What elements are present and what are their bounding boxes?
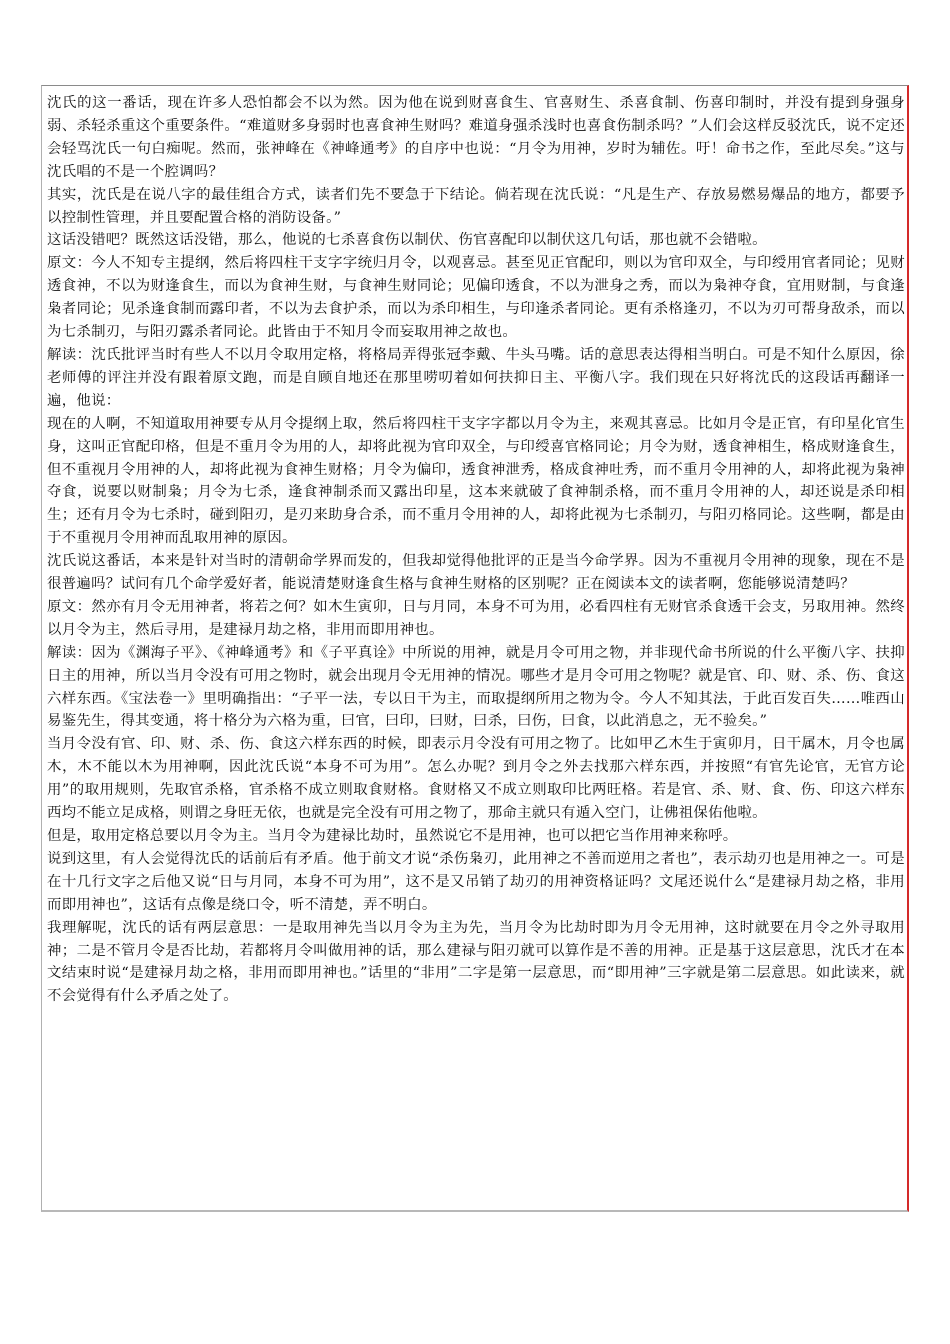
paragraph: 这话没错吧？既然这话没错，那么，他说的七杀喜食伤以制伏、伤官喜配印以制伏这几句话，那也就不会错啦。	[47, 232, 767, 249]
paragraph: 原文：然亦有月令无用神者，将若之何？如木生寅卯，日与月同，本身不可为用，必看四柱有无财官杀食透干会支，另取用神。然终以月令为主，然后寻用，是建禄月劫之格，非用而即用神也。	[47, 598, 905, 638]
paragraph: 其实，沈氏是在说八字的最佳组合方式，读者们先不要急于下结论。倘若现在沈氏说：“凡是生产、存放易燃易爆品的地方，都要予以控制性管理，并且要配置合格的消防设备。”	[47, 186, 905, 226]
paragraph: 当月令没有官、印、财、杀、伤、食这六样东西的时候，即表示月令没有可用之物了。比如甲乙木生于寅卯月，日干属木，月令也属木，木不能以木为用神啊，因此沈氏说“本身不可为用”。怎么办呢？到月令之外去找那六样东西，并按照“有官先论官，无官方论用”的取用规则，先取官杀格，官杀格不成立则取食财格。食财格又不成立则取印比两旺格。若是官、杀、财、食、伤、印这六样东西均不能立足成格，则谓之身旺无依，也就是完全没有可用之物了，那命主就只有遁入空门，让佛祖保佑他啦。	[47, 736, 905, 822]
document-body	[47, 92, 905, 1008]
paragraph: 沈氏说这番话，本来是针对当时的清朝命学界而发的，但我却觉得他批评的正是当今命学界。因为不重视月令用神的现象，现在不是很普遍吗？试问有几个命学爱好者，能说清楚财逢食生格与食神生财格的区别呢？正在阅读本文的读者啊，您能够说清楚吗？	[47, 553, 905, 593]
paragraph: 原文：今人不知专主提纲，然后将四柱干支字字统归月令，以观喜忌。甚至见正官配印，则以为官印双全，与印绶用官者同论；见财透食神，不以为财逢食生，而以为食神生财，与食神生财同论；见偏印透食，不以为泄身之秀，而以为枭神夺食，宜用财制，与食逢枭者同论；见杀逢食制而露印者，不以为去食护杀，而以为杀印相生，与印逢杀者同论。更有杀格逢刃，不以为刃可帮身敌杀，而以为七杀制刃，与阳刃露杀者同论。此皆由于不知月令而妄取用神之故也。	[47, 255, 905, 341]
document-frame	[41, 85, 909, 1212]
paragraph: 说到这里，有人会觉得沈氏的话前后有矛盾。他于前文才说“杀伤枭刃，此用神之不善而逆用之者也”，表示劫刃也是用神之一。可是在十几行文字之后他又说“日与月同，本身不可为用”，这不是又吊销了劫刃的用神资格证吗？文尾还说什么“是建禄月劫之格，非用而即用神也”，这话有点像是绕口令，听不清楚，弄不明白。	[47, 850, 905, 913]
paragraph: 现在的人啊，不知道取用神要专从月令提纲上取，然后将四柱干支字字都以月令为主，来观其喜忌。比如月令是正官，有印星化官生身，这叫正官配印格，但是不重月令为用的人，却将此视为官印双全，与印绶喜官格同论；月令为财，透食神相生，格成财逢食生，但不重视月令用神的人，却将此视为食神生财格；月令为偏印，透食神泄秀，格成食神吐秀，而不重月令用神的人，却将此视为枭神夺食，说要以财制枭；月令为七杀，逢食神制杀而又露出印星，这本来就破了食神制杀格，而不重月令用神的人，却还说是杀印相生；还有月令为七杀时，碰到阳刃，是刃来助身合杀，而不重月令用神的人，却将此视为七杀制刃，与阳刃格同论。这些啊，都是由于不重视月令用神而乱取用神的原因。	[47, 415, 905, 547]
paragraph: 但是，取用定格总要以月令为主。当月令为建禄比劫时，虽然说它不是用神，也可以把它当作用神来称呼。	[47, 828, 738, 844]
paragraph: 沈氏的这一番话，现在许多人恐怕都会不以为然。因为他在说到财喜食生、官喜财生、杀喜食制、伤喜印制时，并没有提到身强身弱、杀轻杀重这个重要条件。“难道财多身弱时也喜食神生财吗？难道身强杀浅时也喜食伤制杀吗？”人们会这样反驳沈氏，说不定还会轻骂沈氏一句白痴呢。然而，张神峰在《神峰通考》的自序中也说：“月令为用神，岁时为辅佐。吁！命书之作，至此尽矣。”这与沈氏唱的不是一个腔调吗？	[47, 95, 905, 180]
paragraph: 解读：沈氏批评当时有些人不以月令取用定格，将格局弄得张冠李戴、牛头马嘴。话的意思表达得相当明白。可是不知什么原因，徐老师傅的评注并没有跟着原文跑，而是自顾自地还在那里唠叨着如何扶抑日主、平衡八字。我们现在只好将沈氏的这段话再翻译一遍，他说：	[47, 346, 905, 409]
paragraph: 我理解呢，沈氏的话有两层意思：一是取用神先当以月令为主为先，当月令为比劫时即为月令无用神，这时就要在月令之外寻取用神；二是不管月令是否比劫，若都将月令叫做用神的话，那么建禄与阳刃就可以算作是不善的用神。正是基于这层意思，沈氏才在本文结束时说“是建禄月劫之格，非用而即用神也。”话里的“非用”二字是第一层意思，而“即用神”三字就是第二层意思。如此读来，就不会觉得有什么矛盾之处了。	[47, 919, 905, 1005]
paragraph: 解读：因为《渊海子平》、《神峰通考》和《子平真诠》中所说的用神，就是月令可用之物，并非现代命书所说的什么平衡八字、扶抑日主的用神，所以当月令没有可用之物时，就会出现月令无用神的情况。哪些才是月令可用之物呢？就是官、印、财、杀、伤、食这六样东西。《宝法卷一》里明确指出：“子平一法，专以日干为主，而取提纲所用之物为令。今人不知其法，于此百发百失……唯西山易鉴先生，得其变通，将十格分为六格为重，曰官，曰印，曰财，曰杀，曰伤，曰食，以此消息之，无不验矣。”	[47, 644, 905, 730]
